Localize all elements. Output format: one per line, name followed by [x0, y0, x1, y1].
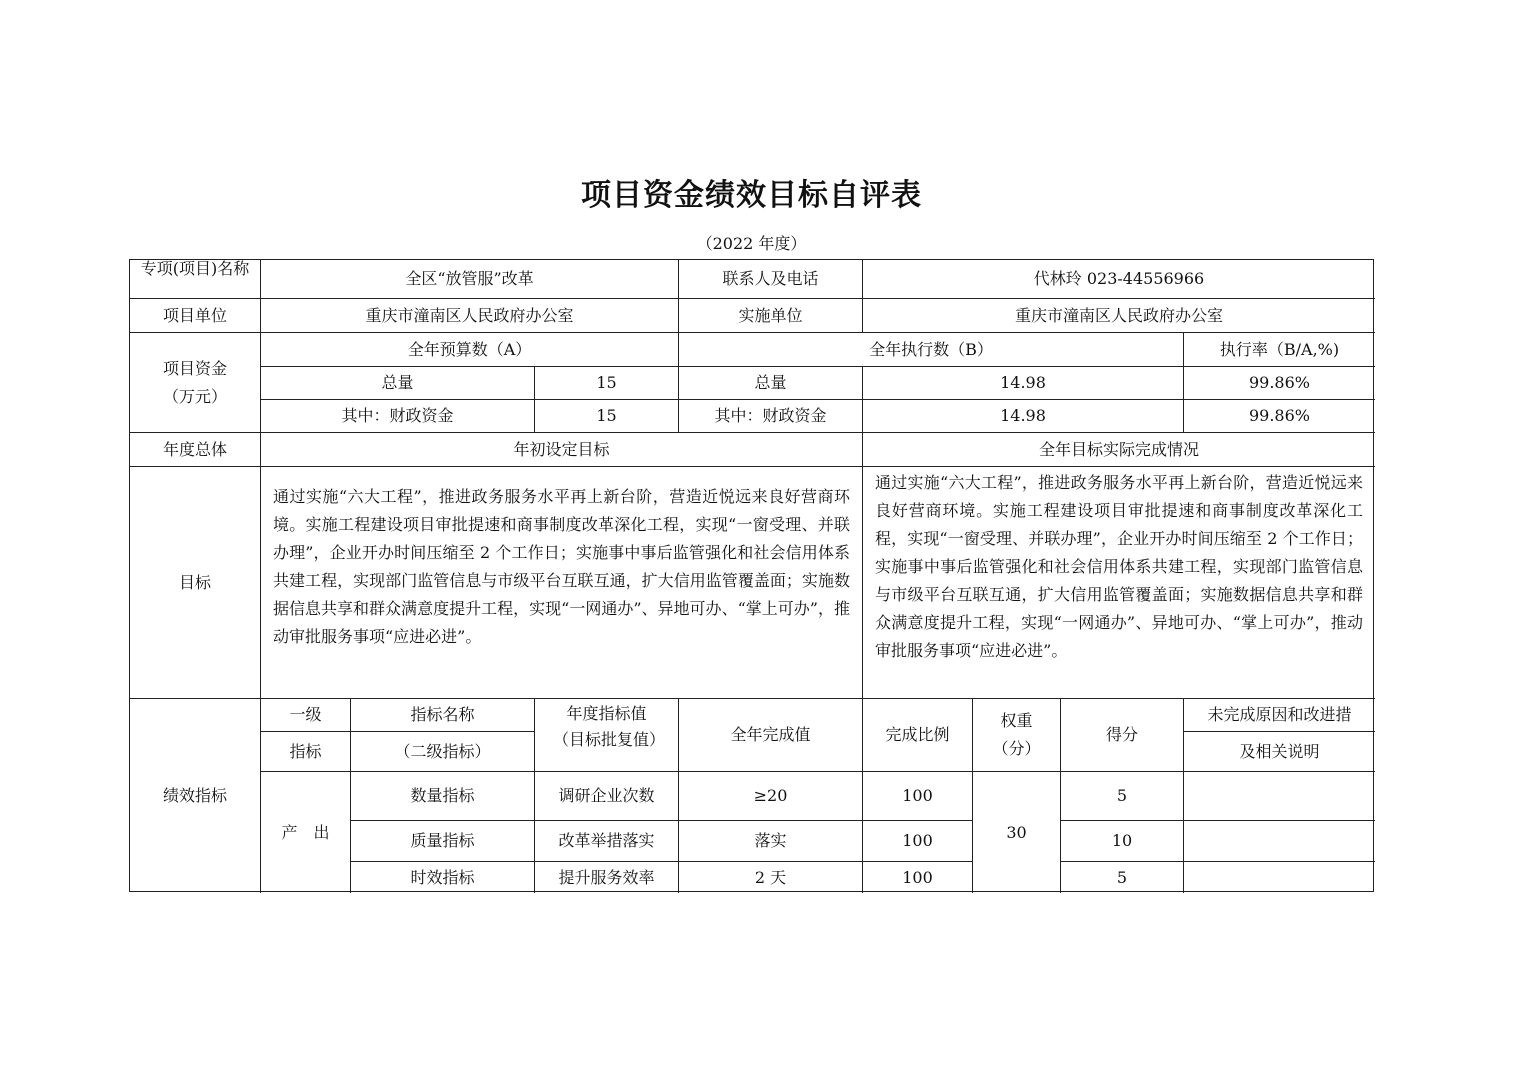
- indicator-row-score: 5: [1060, 861, 1183, 893]
- indicator-row-actual: 2 天: [678, 861, 862, 893]
- header-name-a: 指标名称: [350, 698, 534, 731]
- indicator-row-name: 时效指标: [350, 861, 534, 893]
- indicator-row-reason: [1183, 861, 1375, 893]
- project-name-label: 专项(项目)名称: [140, 260, 250, 278]
- funds-row-fiscal-b: 14.98: [862, 399, 1183, 432]
- exec-header: 全年执行数（B）: [678, 332, 1183, 366]
- project-unit-value: 重庆市潼南区人民政府办公室: [260, 298, 678, 332]
- actual-goal-header: 全年目标实际完成情况: [862, 432, 1375, 466]
- header-ratio: 完成比例: [862, 698, 972, 771]
- indicator-row-reason: [1183, 820, 1375, 861]
- contact-label: 联系人及电话: [678, 260, 862, 298]
- funds-row-fiscal-label-b: 其中：财政资金: [678, 399, 862, 432]
- header-reason-a: 未完成原因和改进措: [1183, 698, 1375, 731]
- impl-unit-value: 重庆市潼南区人民政府办公室: [862, 298, 1375, 332]
- set-goal-text: 通过实施“六大工程”，推进政务服务水平再上新台阶，营造近悦远来良好营商环境。实施工程建设项目审批提速和商事制度改革深化工程，实现“一窗受理、并联办理”，企业开办时间压缩至 2 个工作日；实施事中事后监管强化和社会信用体系共建工程，实现部门监管信息与市级平台互联互通，扩大信用监管覆盖面；实施数据信息共享和群众满意度提升工程，实现“一网通办”、异地可办、“掌上可办”，推动审批服务事项“应进必进”。: [260, 466, 862, 698]
- header-actual: 全年完成值: [678, 698, 862, 771]
- document-title: 项目资金绩效目标自评表: [581, 178, 922, 213]
- rate-header: 执行率（B/A,%): [1183, 332, 1375, 366]
- header-name-b: （二级指标）: [350, 731, 534, 771]
- funds-row-total-label-a: 总量: [260, 366, 534, 399]
- project-unit-label: 项目单位: [130, 298, 260, 332]
- header-level1-b: 指标: [260, 731, 350, 771]
- set-goal-header: 年初设定目标: [260, 432, 862, 466]
- header-score: 得分: [1060, 698, 1183, 771]
- indicators-label: 绩效指标: [130, 698, 260, 893]
- indicator-row-target: 改革举措落实: [534, 820, 678, 861]
- funds-row-total-a: 15: [534, 366, 678, 399]
- header-reason-b: 及相关说明: [1183, 731, 1375, 771]
- funds-row-total-label-b: 总量: [678, 366, 862, 399]
- contact-value: 代林玲 023-44556966: [862, 260, 1375, 298]
- indicator-row-score: 5: [1060, 771, 1183, 820]
- actual-goal-text: 通过实施“六大工程”，推进政务服务水平再上新台阶，营造近悦远来良好营商环境。实施工程建设项目审批提速和商事制度改革深化工程，实现“一窗受理、并联办理”，企业开办时间压缩至 2 个工作日；实施事中事后监管强化和社会信用体系共建工程，实现部门监管信息与市级平台互联互通，扩大信用监管覆盖面；实施数据信息共享和群众满意度提升工程，实现“一网通办”、异地可办、“掌上可办”，推动审批服务事项“应进必进”。: [862, 466, 1375, 698]
- funds-label: 项目资金（万元）: [130, 332, 260, 432]
- funds-row-total-rate: 99.86%: [1183, 366, 1375, 399]
- funds-row-fiscal-rate: 99.86%: [1183, 399, 1375, 432]
- indicator-row-actual: ≥20: [678, 771, 862, 820]
- project-name-value: 全区“放管服”改革: [260, 260, 678, 298]
- header-target: 年度指标值（目标批复值）: [534, 698, 678, 771]
- budget-header: 全年预算数（A）: [260, 332, 678, 366]
- indicator-row-target: 提升服务效率: [534, 861, 678, 893]
- impl-unit-label: 实施单位: [678, 298, 862, 332]
- indicator-row-ratio: 100: [862, 820, 972, 861]
- target-label: 目标: [130, 466, 260, 698]
- header-level1-a: 一级: [260, 698, 350, 731]
- indicator-row-actual: 落实: [678, 820, 862, 861]
- indicator-row-score: 10: [1060, 820, 1183, 861]
- indicator-row-ratio: 100: [862, 771, 972, 820]
- funds-row-total-b: 14.98: [862, 366, 1183, 399]
- indicator-row-target: 调研企业次数: [534, 771, 678, 820]
- weight-value: 30: [972, 771, 1060, 893]
- header-weight: 权重（分）: [972, 698, 1060, 771]
- funds-row-fiscal-a: 15: [534, 399, 678, 432]
- indicator-row-reason: [1183, 771, 1375, 820]
- document-year: （2022 年度）: [696, 234, 807, 253]
- overall-goal-label: 年度总体: [130, 432, 260, 466]
- funds-row-fiscal-label-a: 其中：财政资金: [260, 399, 534, 432]
- indicator-row-name: 质量指标: [350, 820, 534, 861]
- self-evaluation-table: [129, 259, 1374, 892]
- indicator-row-ratio: 100: [862, 861, 972, 893]
- indicator-row-name: 数量指标: [350, 771, 534, 820]
- level1-output: 产 出: [260, 771, 350, 893]
